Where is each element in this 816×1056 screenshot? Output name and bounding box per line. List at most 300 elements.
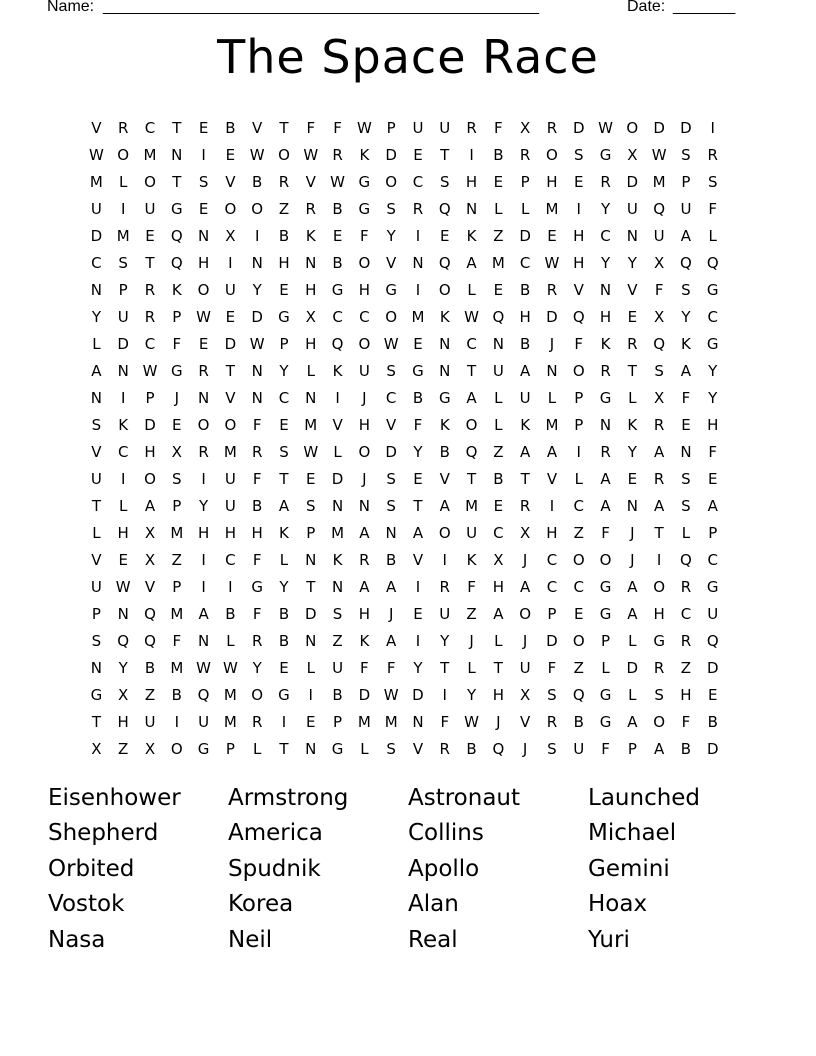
grid-letter[interactable]: Q: [572, 685, 585, 704]
grid-letter[interactable]: Y: [627, 442, 637, 461]
grid-letter[interactable]: P: [547, 604, 557, 623]
grid-letter[interactable]: Y: [413, 442, 423, 461]
grid-letter[interactable]: P: [574, 388, 584, 407]
grid-letter[interactable]: S: [386, 469, 396, 488]
grid-letter[interactable]: Y: [279, 361, 289, 380]
grid-letter[interactable]: M: [170, 658, 184, 677]
grid-letter[interactable]: R: [653, 469, 665, 488]
grid-letter[interactable]: O: [653, 712, 666, 731]
grid-letter[interactable]: M: [357, 712, 371, 731]
grid-letter[interactable]: I: [201, 145, 206, 164]
grid-letter[interactable]: N: [197, 226, 210, 245]
name-field[interactable]: _________________________________________________: [103, 0, 540, 15]
grid-letter[interactable]: N: [305, 631, 317, 650]
grid-letter[interactable]: U: [626, 199, 638, 218]
grid-letter[interactable]: L: [494, 415, 503, 434]
grid-letter[interactable]: H: [465, 172, 478, 191]
grid-letter[interactable]: X: [144, 523, 156, 542]
grid-letter[interactable]: A: [600, 469, 611, 488]
grid-letter[interactable]: P: [333, 712, 343, 731]
grid-letter[interactable]: O: [224, 199, 237, 218]
grid-letter[interactable]: L: [333, 442, 342, 461]
grid-letter[interactable]: M: [223, 685, 237, 704]
grid-letter[interactable]: I: [656, 550, 662, 569]
grid-letter[interactable]: H: [707, 415, 719, 434]
grid-letter[interactable]: Z: [680, 658, 692, 677]
grid-letter[interactable]: X: [144, 550, 156, 569]
grid-letter[interactable]: M: [170, 604, 184, 623]
grid-letter[interactable]: A: [654, 496, 665, 515]
grid-letter[interactable]: O: [572, 361, 585, 380]
grid-letter[interactable]: Q: [465, 442, 478, 461]
grid-letter[interactable]: T: [279, 118, 289, 137]
grid-letter[interactable]: L: [119, 172, 128, 191]
grid-letter[interactable]: Z: [118, 739, 129, 758]
grid-letter[interactable]: R: [627, 334, 638, 353]
grid-letter[interactable]: A: [520, 577, 531, 596]
grid-letter[interactable]: K: [359, 631, 370, 650]
grid-letter[interactable]: A: [412, 523, 424, 542]
grid-letter[interactable]: X: [653, 253, 665, 272]
grid-letter[interactable]: T: [145, 253, 155, 272]
grid-letter[interactable]: J: [630, 523, 635, 542]
grid-letter[interactable]: G: [599, 712, 612, 731]
grid-letter[interactable]: L: [226, 631, 235, 650]
grid-letter[interactable]: T: [306, 577, 316, 596]
grid-letter[interactable]: F: [306, 118, 316, 137]
grid-letter[interactable]: T: [466, 361, 477, 380]
grid-letter[interactable]: I: [415, 280, 421, 299]
grid-letter[interactable]: X: [653, 307, 665, 326]
grid-letter[interactable]: T: [627, 361, 637, 380]
grid-letter[interactable]: X: [493, 550, 504, 569]
grid-letter[interactable]: I: [228, 253, 233, 272]
grid-letter[interactable]: N: [626, 496, 638, 515]
grid-letter[interactable]: U: [224, 280, 236, 299]
grid-letter[interactable]: I: [415, 226, 421, 245]
grid-letter[interactable]: E: [225, 145, 236, 164]
grid-letter[interactable]: N: [599, 415, 612, 434]
grid-letter[interactable]: V: [305, 172, 316, 191]
date-field[interactable]: _______: [673, 0, 736, 15]
grid-letter[interactable]: N: [331, 577, 344, 596]
grid-letter[interactable]: C: [359, 307, 370, 326]
grid-letter[interactable]: Q: [492, 739, 505, 758]
grid-letter[interactable]: I: [174, 712, 179, 731]
grid-letter[interactable]: Z: [278, 199, 290, 218]
grid-letter[interactable]: X: [91, 739, 102, 758]
grid-letter[interactable]: B: [439, 442, 450, 461]
grid-letter[interactable]: E: [413, 469, 423, 488]
grid-letter[interactable]: Y: [199, 496, 209, 515]
grid-letter[interactable]: P: [627, 739, 637, 758]
grid-letter[interactable]: D: [519, 226, 531, 245]
grid-letter[interactable]: D: [626, 172, 639, 191]
grid-letter[interactable]: L: [467, 658, 476, 677]
grid-letter[interactable]: I: [335, 388, 340, 407]
grid-letter[interactable]: N: [171, 145, 183, 164]
grid-letter[interactable]: S: [654, 361, 664, 380]
grid-letter[interactable]: K: [332, 550, 343, 569]
grid-letter[interactable]: F: [708, 442, 718, 461]
grid-letter[interactable]: R: [144, 307, 156, 326]
grid-letter[interactable]: E: [493, 172, 504, 191]
grid-letter[interactable]: E: [493, 280, 504, 299]
grid-letter[interactable]: C: [278, 388, 290, 407]
grid-letter[interactable]: D: [358, 685, 371, 704]
grid-letter[interactable]: F: [360, 658, 369, 677]
grid-letter[interactable]: E: [413, 604, 423, 623]
grid-letter[interactable]: S: [386, 199, 396, 218]
grid-letter[interactable]: P: [386, 118, 396, 137]
grid-letter[interactable]: O: [224, 415, 237, 434]
grid-letter[interactable]: B: [680, 739, 692, 758]
grid-letter[interactable]: F: [252, 550, 262, 569]
grid-letter[interactable]: T: [466, 469, 477, 488]
grid-letter[interactable]: G: [331, 739, 344, 758]
grid-letter[interactable]: R: [546, 118, 558, 137]
grid-letter[interactable]: F: [467, 577, 476, 596]
grid-letter[interactable]: B: [278, 631, 290, 650]
grid-letter[interactable]: S: [118, 253, 128, 272]
grid-letter[interactable]: U: [144, 712, 156, 731]
grid-letter[interactable]: G: [438, 388, 451, 407]
grid-letter[interactable]: Q: [438, 253, 451, 272]
grid-letter[interactable]: S: [386, 496, 396, 515]
grid-letter[interactable]: I: [549, 496, 555, 515]
grid-letter[interactable]: B: [707, 712, 718, 731]
grid-letter[interactable]: P: [91, 604, 101, 623]
grid-letter[interactable]: V: [225, 172, 236, 191]
grid-letter[interactable]: B: [412, 388, 424, 407]
grid-letter[interactable]: D: [304, 604, 317, 623]
grid-letter[interactable]: P: [306, 523, 316, 542]
grid-letter[interactable]: M: [331, 523, 345, 542]
grid-letter[interactable]: J: [522, 739, 528, 758]
grid-letter[interactable]: E: [225, 307, 236, 326]
grid-letter[interactable]: P: [574, 415, 584, 434]
grid-letter[interactable]: G: [278, 307, 290, 326]
grid-letter[interactable]: W: [115, 577, 131, 596]
grid-letter[interactable]: K: [359, 145, 370, 164]
grid-letter[interactable]: W: [544, 253, 560, 272]
grid-letter[interactable]: T: [225, 361, 235, 380]
grid-letter[interactable]: M: [143, 145, 157, 164]
grid-letter[interactable]: M: [384, 712, 398, 731]
grid-letter[interactable]: P: [172, 307, 182, 326]
grid-letter[interactable]: E: [707, 685, 718, 704]
grid-letter[interactable]: V: [439, 469, 450, 488]
grid-letter[interactable]: V: [386, 415, 397, 434]
grid-letter[interactable]: I: [201, 550, 206, 569]
grid-letter[interactable]: W: [222, 658, 238, 677]
grid-letter[interactable]: G: [599, 145, 612, 164]
grid-letter[interactable]: T: [654, 523, 664, 542]
grid-letter[interactable]: O: [144, 172, 156, 191]
grid-letter[interactable]: F: [681, 712, 691, 731]
grid-letter[interactable]: V: [91, 118, 102, 137]
grid-letter[interactable]: B: [332, 199, 343, 218]
grid-letter[interactable]: F: [252, 469, 262, 488]
grid-letter[interactable]: P: [172, 496, 182, 515]
grid-letter[interactable]: G: [653, 631, 665, 650]
grid-letter[interactable]: K: [466, 550, 477, 569]
grid-letter[interactable]: L: [279, 550, 289, 569]
grid-letter[interactable]: L: [494, 199, 503, 218]
grid-letter[interactable]: R: [600, 442, 611, 461]
grid-letter[interactable]: N: [439, 334, 451, 353]
grid-letter[interactable]: Z: [171, 550, 182, 569]
grid-letter[interactable]: M: [491, 253, 505, 272]
grid-letter[interactable]: W: [383, 334, 399, 353]
grid-letter[interactable]: H: [492, 685, 504, 704]
grid-letter[interactable]: B: [225, 604, 236, 623]
grid-letter[interactable]: O: [278, 145, 290, 164]
grid-letter[interactable]: O: [251, 199, 264, 218]
grid-letter[interactable]: N: [358, 496, 370, 515]
grid-letter[interactable]: A: [680, 226, 692, 245]
grid-letter[interactable]: R: [600, 361, 611, 380]
grid-letter[interactable]: P: [520, 172, 530, 191]
grid-letter[interactable]: C: [493, 523, 504, 542]
grid-letter[interactable]: N: [305, 388, 317, 407]
grid-letter[interactable]: G: [412, 361, 424, 380]
grid-letter[interactable]: V: [627, 280, 638, 299]
grid-letter[interactable]: E: [118, 550, 128, 569]
grid-letter[interactable]: O: [626, 118, 639, 137]
grid-letter[interactable]: Y: [252, 658, 262, 677]
grid-letter[interactable]: C: [117, 442, 129, 461]
grid-letter[interactable]: G: [251, 577, 263, 596]
grid-letter[interactable]: P: [145, 388, 155, 407]
grid-letter[interactable]: D: [572, 118, 585, 137]
grid-letter[interactable]: D: [144, 415, 156, 434]
grid-letter[interactable]: V: [91, 550, 102, 569]
grid-letter[interactable]: N: [680, 442, 692, 461]
grid-letter[interactable]: Y: [252, 280, 262, 299]
grid-letter[interactable]: J: [522, 631, 528, 650]
grid-letter[interactable]: V: [412, 739, 424, 758]
grid-letter[interactable]: Z: [493, 226, 504, 245]
grid-letter[interactable]: E: [493, 496, 504, 515]
grid-letter[interactable]: H: [680, 685, 692, 704]
grid-letter[interactable]: W: [88, 145, 104, 164]
grid-letter[interactable]: L: [520, 199, 530, 218]
grid-letter[interactable]: H: [358, 604, 370, 623]
grid-letter[interactable]: S: [91, 415, 102, 434]
grid-letter[interactable]: O: [465, 415, 478, 434]
grid-letter[interactable]: F: [440, 712, 450, 731]
grid-letter[interactable]: R: [251, 442, 263, 461]
grid-letter[interactable]: L: [306, 361, 315, 380]
grid-letter[interactable]: K: [600, 334, 611, 353]
grid-letter[interactable]: S: [547, 685, 557, 704]
grid-letter[interactable]: Y: [708, 361, 718, 380]
grid-letter[interactable]: M: [411, 307, 425, 326]
grid-letter[interactable]: E: [279, 658, 289, 677]
grid-letter[interactable]: H: [358, 415, 370, 434]
grid-letter[interactable]: X: [520, 118, 531, 137]
grid-letter[interactable]: C: [573, 577, 584, 596]
grid-letter[interactable]: E: [413, 334, 423, 353]
grid-letter[interactable]: H: [278, 253, 290, 272]
grid-letter[interactable]: I: [710, 118, 715, 137]
grid-letter[interactable]: D: [680, 118, 692, 137]
grid-letter[interactable]: C: [573, 496, 584, 515]
grid-letter[interactable]: D: [546, 631, 558, 650]
grid-letter[interactable]: N: [305, 550, 317, 569]
grid-letter[interactable]: B: [278, 226, 290, 245]
grid-letter[interactable]: H: [653, 604, 665, 623]
grid-letter[interactable]: I: [442, 685, 447, 704]
grid-letter[interactable]: A: [144, 496, 156, 515]
grid-letter[interactable]: J: [388, 604, 394, 623]
grid-letter[interactable]: G: [599, 685, 612, 704]
grid-letter[interactable]: K: [681, 334, 691, 353]
grid-letter[interactable]: R: [707, 145, 718, 164]
grid-letter[interactable]: Y: [600, 253, 611, 272]
grid-letter[interactable]: Y: [413, 658, 423, 677]
grid-letter[interactable]: O: [599, 550, 612, 569]
grid-letter[interactable]: W: [142, 361, 158, 380]
grid-letter[interactable]: K: [439, 307, 450, 326]
grid-letter[interactable]: S: [198, 172, 209, 191]
grid-letter[interactable]: F: [413, 415, 423, 434]
grid-letter[interactable]: C: [600, 226, 611, 245]
grid-letter[interactable]: F: [574, 334, 584, 353]
grid-letter[interactable]: B: [332, 253, 343, 272]
grid-letter[interactable]: S: [332, 604, 343, 623]
grid-letter[interactable]: H: [305, 280, 317, 299]
grid-letter[interactable]: E: [547, 226, 557, 245]
grid-letter[interactable]: U: [90, 577, 102, 596]
grid-letter[interactable]: Q: [197, 685, 210, 704]
grid-letter[interactable]: A: [439, 496, 450, 515]
grid-letter[interactable]: V: [225, 388, 236, 407]
grid-letter[interactable]: H: [358, 280, 370, 299]
grid-letter[interactable]: A: [493, 604, 504, 623]
grid-letter[interactable]: N: [492, 334, 504, 353]
grid-letter[interactable]: B: [252, 496, 263, 515]
grid-letter[interactable]: D: [385, 442, 397, 461]
grid-letter[interactable]: I: [120, 388, 126, 407]
grid-letter[interactable]: I: [415, 577, 421, 596]
grid-letter[interactable]: F: [172, 631, 182, 650]
grid-letter[interactable]: O: [519, 604, 532, 623]
grid-letter[interactable]: U: [117, 307, 129, 326]
grid-letter[interactable]: P: [708, 523, 718, 542]
grid-letter[interactable]: G: [599, 388, 612, 407]
grid-letter[interactable]: B: [386, 550, 397, 569]
grid-letter[interactable]: C: [91, 253, 102, 272]
grid-letter[interactable]: S: [386, 361, 396, 380]
grid-letter[interactable]: T: [440, 145, 450, 164]
grid-letter[interactable]: N: [90, 658, 103, 677]
grid-letter[interactable]: Y: [681, 307, 691, 326]
grid-letter[interactable]: R: [466, 118, 477, 137]
grid-letter[interactable]: T: [279, 739, 289, 758]
grid-letter[interactable]: X: [653, 388, 665, 407]
grid-letter[interactable]: Q: [572, 307, 585, 326]
grid-letter[interactable]: N: [90, 388, 103, 407]
grid-letter[interactable]: C: [144, 118, 156, 137]
grid-letter[interactable]: H: [144, 442, 156, 461]
grid-letter[interactable]: G: [706, 280, 719, 299]
grid-letter[interactable]: K: [627, 415, 638, 434]
grid-letter[interactable]: K: [466, 226, 477, 245]
grid-letter[interactable]: T: [172, 172, 182, 191]
grid-letter[interactable]: H: [492, 577, 504, 596]
grid-letter[interactable]: D: [546, 307, 558, 326]
grid-letter[interactable]: Y: [118, 658, 128, 677]
grid-letter[interactable]: V: [546, 469, 558, 488]
grid-letter[interactable]: B: [171, 685, 182, 704]
grid-letter[interactable]: U: [198, 712, 210, 731]
grid-letter[interactable]: O: [438, 280, 451, 299]
grid-letter[interactable]: W: [464, 712, 479, 731]
grid-letter[interactable]: D: [251, 307, 263, 326]
grid-letter[interactable]: D: [412, 685, 424, 704]
grid-letter[interactable]: M: [652, 172, 666, 191]
grid-letter[interactable]: D: [385, 145, 397, 164]
grid-letter[interactable]: E: [440, 226, 450, 245]
grid-letter[interactable]: K: [520, 415, 531, 434]
grid-letter[interactable]: T: [91, 496, 101, 515]
grid-letter[interactable]: B: [493, 469, 504, 488]
grid-letter[interactable]: N: [412, 712, 424, 731]
grid-letter[interactable]: A: [466, 253, 477, 272]
grid-letter[interactable]: V: [412, 550, 424, 569]
grid-letter[interactable]: L: [628, 388, 637, 407]
grid-letter[interactable]: U: [680, 199, 692, 218]
grid-letter[interactable]: U: [519, 658, 531, 677]
grid-letter[interactable]: X: [627, 145, 638, 164]
grid-letter[interactable]: O: [251, 685, 264, 704]
grid-letter[interactable]: L: [253, 739, 262, 758]
grid-letter[interactable]: A: [466, 388, 477, 407]
grid-letter[interactable]: M: [116, 226, 130, 245]
grid-letter[interactable]: N: [626, 226, 638, 245]
grid-letter[interactable]: R: [653, 415, 665, 434]
grid-letter[interactable]: B: [278, 604, 290, 623]
grid-letter[interactable]: X: [118, 685, 129, 704]
grid-letter[interactable]: N: [251, 253, 263, 272]
grid-letter[interactable]: H: [573, 253, 585, 272]
grid-letter[interactable]: X: [144, 739, 156, 758]
grid-letter[interactable]: Y: [600, 199, 611, 218]
grid-letter[interactable]: O: [170, 739, 183, 758]
grid-letter[interactable]: F: [708, 199, 718, 218]
grid-letter[interactable]: S: [654, 685, 664, 704]
grid-letter[interactable]: A: [627, 712, 638, 731]
grid-letter[interactable]: Z: [466, 604, 477, 623]
grid-letter[interactable]: H: [251, 523, 263, 542]
grid-letter[interactable]: E: [627, 469, 638, 488]
grid-letter[interactable]: F: [360, 226, 369, 245]
grid-letter[interactable]: Z: [144, 685, 156, 704]
grid-letter[interactable]: O: [438, 523, 451, 542]
grid-letter[interactable]: E: [574, 604, 584, 623]
grid-letter[interactable]: R: [117, 118, 129, 137]
grid-letter[interactable]: B: [493, 145, 504, 164]
grid-letter[interactable]: M: [545, 199, 559, 218]
grid-letter[interactable]: E: [198, 199, 209, 218]
grid-letter[interactable]: E: [279, 280, 289, 299]
grid-letter[interactable]: J: [174, 388, 179, 407]
grid-letter[interactable]: P: [681, 172, 691, 191]
grid-letter[interactable]: J: [362, 388, 367, 407]
grid-letter[interactable]: A: [627, 604, 638, 623]
